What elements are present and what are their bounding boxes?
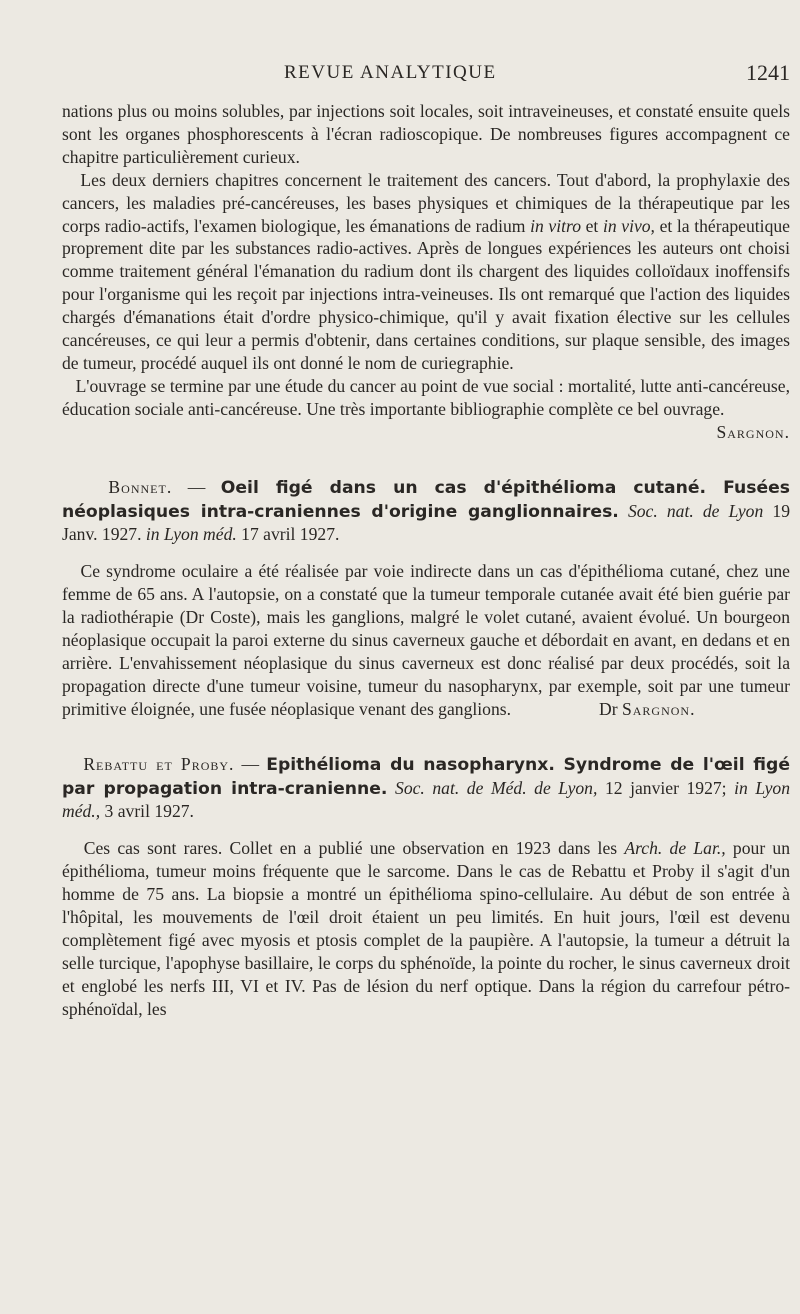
entry-body: Ce syndrome oculaire a été réalisée par voie indirecte dans un cas d'épithélioma cutané, chez une femme de 65 ans. A l'autopsie, on a constaté que la tumeur temporale cutanée avait été bien guérie par la radiothérapie (Dr Coste), mais les ganglions, malgré le volet cutané, avaient évolué. Un bourgeon néoplasique occupait la paroi externe du sinus caverneux gauche et débordait en avant, en dedans et en arrière. L'envahissement néoplasique du sinus caverneux est donc réalisé par deux procédés, soit la propagation directe d'une tumeur voisine, tumeur du nasopharynx, par exemple, soit par une tumeur primitive éloignée, une fusée néoplasique venant des ganglions. Dr Sargnon.: [62, 561, 790, 719]
page-header: [62, 60, 790, 90]
entry-author: Rebattu et Proby.: [83, 753, 235, 774]
entry-heading: Rebattu et Proby. — Epithélioma du nasopharynx. Syndrome de l'œil figé par propagation intra-cranienne. Soc. nat. de Méd. de Lyon, 12 janvier 1927; in Lyon méd., 3 avril 1927.: [62, 753, 791, 822]
signature: Dr Sargnon.: [598, 698, 696, 719]
running-title: REVUE ANALYTIQUE: [284, 62, 497, 83]
paragraph: L'ouvrage se termine par une étude du cancer au point de vue social : mortalité, lutte anti-cancéreuse, éducation sociale anti-cancéreuse. Une très importante bibliographie complète ce bel ouvrage.: [62, 375, 790, 419]
body-text: [62, 100, 790, 1021]
entry-heading: Bonnet. — Oeil figé dans un cas d'épithélioma cutané. Fusées néoplasiques intra-craniennes d'origine ganglionnaires. Soc. nat. de Lyon 19 Janv. 1927. in Lyon méd. 17 avril 1927.: [62, 476, 790, 545]
italic-term: in vitro: [530, 215, 581, 236]
paragraph: nations plus ou moins solubles, par injections soit locales, soit intraveineuses, et constaté ensuite quels sont les organes phosphorescents à l'écran radioscopique. De nombreuses figures accompagnent ce chapitre particulièrement curieux.: [62, 101, 790, 167]
signature: Sargnon.: [716, 421, 790, 442]
italic-term: in vivo,: [602, 215, 655, 236]
entry-title: Epithélioma du nasopharynx. Syndrome de l'œil figé par propagation intra-cranienne.: [62, 754, 790, 799]
entry-title: Oeil figé dans un cas d'épithélioma cutané. Fusées néoplasiques intra-craniennes d'origine ganglionnaires.: [62, 477, 790, 522]
entry-author: Bonnet.: [108, 476, 173, 497]
entry-body: Ces cas sont rares. Collet en a publié une observation en 1923 dans les Arch. de Lar., pour un épithélioma, tumeur moins fréquente que le sarcome. Dans le cas de Rebattu et Proby il s'agit d'un homme de 75 ans. La biopsie a montré un épithélioma spino-cellulaire. Au début de son entrée à l'hôpital, les mouvements de l'œil droit étaient un peu limités. En huit jours, l'œil est devenu complètement figé avec myosis et ptosis complet de la paupière. A l'autopsie, la tumeur a détruit la selle turcique, l'apophyse basillaire, le corps du sphénoïde, la pointe du rocher, le sinus caverneux droit et englobé les nerfs III, VI et IV. Pas de lésion du nerf optique. Dans la région du carrefour pétro-sphénoïdal, les: [62, 838, 791, 1019]
paragraph: Les deux derniers chapitres concernent le traitement des cancers. Tout d'abord, la prophylaxie des cancers, les maladies pré-cancéreuses, les bases physiques et chimiques de la thérapeutique par les corps radio-actifs, l'examen biologique, les émanations de radium in vitro et in vivo, et la thérapeutique proprement dite par les substances radio-actives. Après de longues expériences les auteurs ont choisi comme traitement général l'émanation du radium dont ils chargent des liquides colloïdaux inoffensifs pour l'organisme qui les reçoit par injections intra-veineuses. Ils ont remarqué que l'action des liquides chargés d'émanations était d'ordre physico-chimique, qu'il y avait fixation élective sur les cellules cancéreuses, ce qui leur a permis d'obtenir, dans certaines conditions, sur plaque sensible, des images de tumeur, procédé auquel ils ont donné le nom de curiegraphie.: [62, 169, 790, 373]
page-number: 1241: [746, 60, 790, 85]
